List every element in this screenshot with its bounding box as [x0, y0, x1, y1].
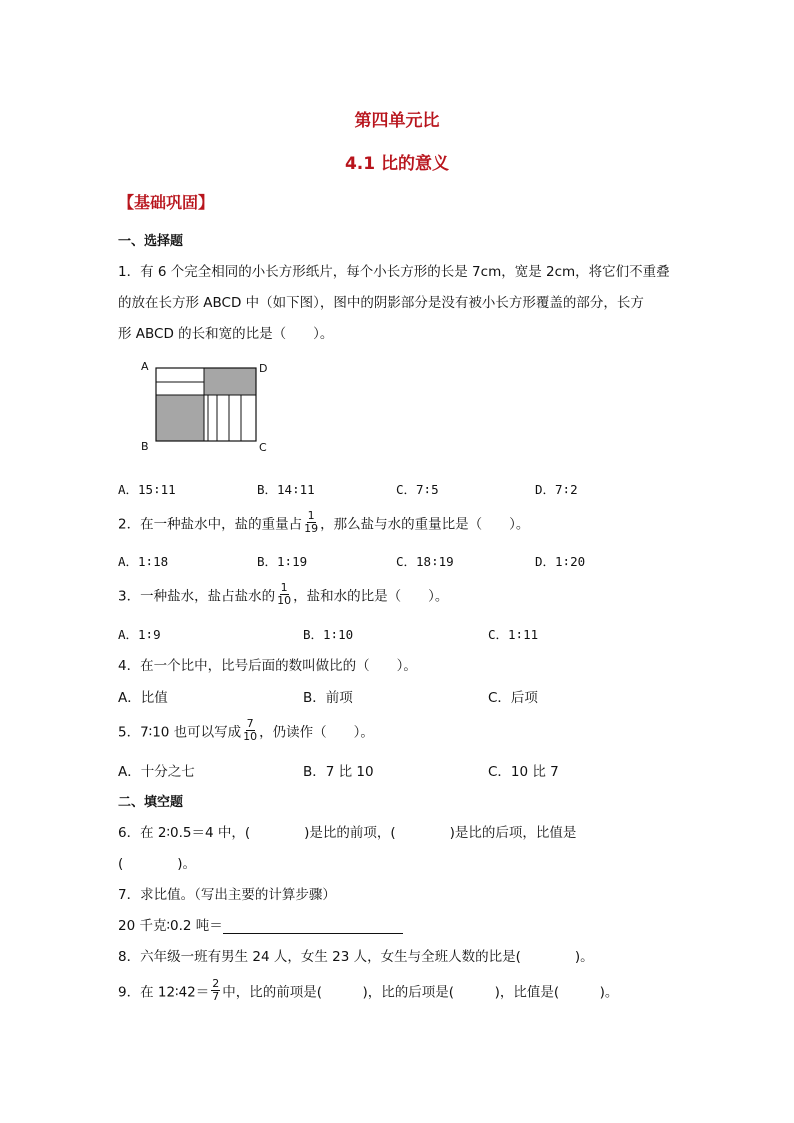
q2-text: 2．在一种盐水中，盐的重量占 $\frac{1}{19}$ ，那么盐与水的重量比是（ ）。: [118, 509, 530, 535]
shaded-region-top: [204, 368, 256, 395]
q6-line1: 6．在 2∶0.5＝4 中，( )是比的前项，( )是比的后项，比值是: [118, 825, 577, 841]
section-heading: 【基础巩固】: [118, 193, 215, 212]
label-c: C: [259, 441, 267, 454]
label-b: B: [141, 440, 149, 453]
q1-line1: 1．有 6 个完全相同的小长方形纸片，每个小长方形的长是 7cm，宽是 2cm，将它们不重叠: [118, 264, 670, 280]
q9-text: 9．在 12∶42＝ $\frac{2}{7}$ 中，比的前项是( )，比的后项是( )，比值是( )。: [118, 977, 619, 1003]
q2-option-c: C．18∶19: [396, 554, 454, 569]
part1-heading: 一、选择题: [118, 234, 184, 249]
q2-option-d: D．1∶20: [535, 554, 586, 569]
q7-expression: 20 千克∶0.2 吨＝: [118, 914, 403, 934]
q2-option-a: A．1∶18: [118, 554, 169, 569]
q1-option-c: C．7∶5: [396, 482, 439, 497]
q7-line1: 7．求比值。（写出主要的计算步骤）: [118, 887, 336, 903]
q3-option-c: C．1∶11: [488, 627, 539, 642]
part2-heading: 二、填空题: [118, 795, 184, 810]
q3-option-b: B．1∶10: [303, 627, 354, 642]
q5-option-a: A．十分之七: [118, 764, 195, 780]
q4-text: 4．在一个比中，比号后面的数叫做比的（ ）。: [118, 658, 417, 674]
q1-option-a: A．15∶11: [118, 482, 176, 497]
q1-line2: 的放在长方形 ABCD 中（如下图），图中的阴影部分是没有被小长方形覆盖的部分，长方: [118, 295, 644, 311]
q6-line2: ( )。: [118, 856, 197, 872]
shaded-region-bottom: [156, 395, 204, 441]
q2-option-b: B．1∶19: [257, 554, 308, 569]
q5-fraction: $\frac{7}{10}$: [243, 717, 258, 743]
lesson-title: 4.1 比的意义: [344, 154, 450, 174]
q3-option-a: A．1∶9: [118, 627, 161, 642]
q2-fraction: $\frac{1}{19}$: [304, 509, 319, 535]
q3-fraction: $\frac{1}{10}$: [277, 581, 292, 607]
rectangle-figure: [138, 358, 278, 458]
q1-line3: 形 ABCD 的长和宽的比是（ ）。: [118, 326, 334, 342]
q4-option-a: A．比值: [118, 690, 168, 706]
q5-text: 5．7∶10 也可以写成 $\frac{7}{10}$ ，仍读作（ ）。: [118, 717, 374, 743]
q3-text: 3．一种盐水，盐占盐水的 $\frac{1}{10}$ ，盐和水的比是（ ）。: [118, 581, 449, 607]
q7-answer-blank: [223, 919, 403, 934]
label-a: A: [141, 360, 149, 373]
q5-option-b: B．7 比 10: [303, 764, 374, 780]
q5-option-c: C．10 比 7: [488, 764, 559, 780]
q9-fraction: $\frac{2}{7}$: [212, 977, 220, 1003]
label-d: D: [259, 362, 268, 375]
q4-option-b: B．前项: [303, 690, 353, 706]
q1-option-b: B．14∶11: [257, 482, 315, 497]
unit-title: 第四单元比: [354, 111, 440, 131]
q1-option-d: D．7∶2: [535, 482, 578, 497]
q4-option-c: C．后项: [488, 690, 538, 706]
q8-text: 8．六年级一班有男生 24 人，女生 23 人，女生与全班人数的比是( )。: [118, 949, 594, 965]
